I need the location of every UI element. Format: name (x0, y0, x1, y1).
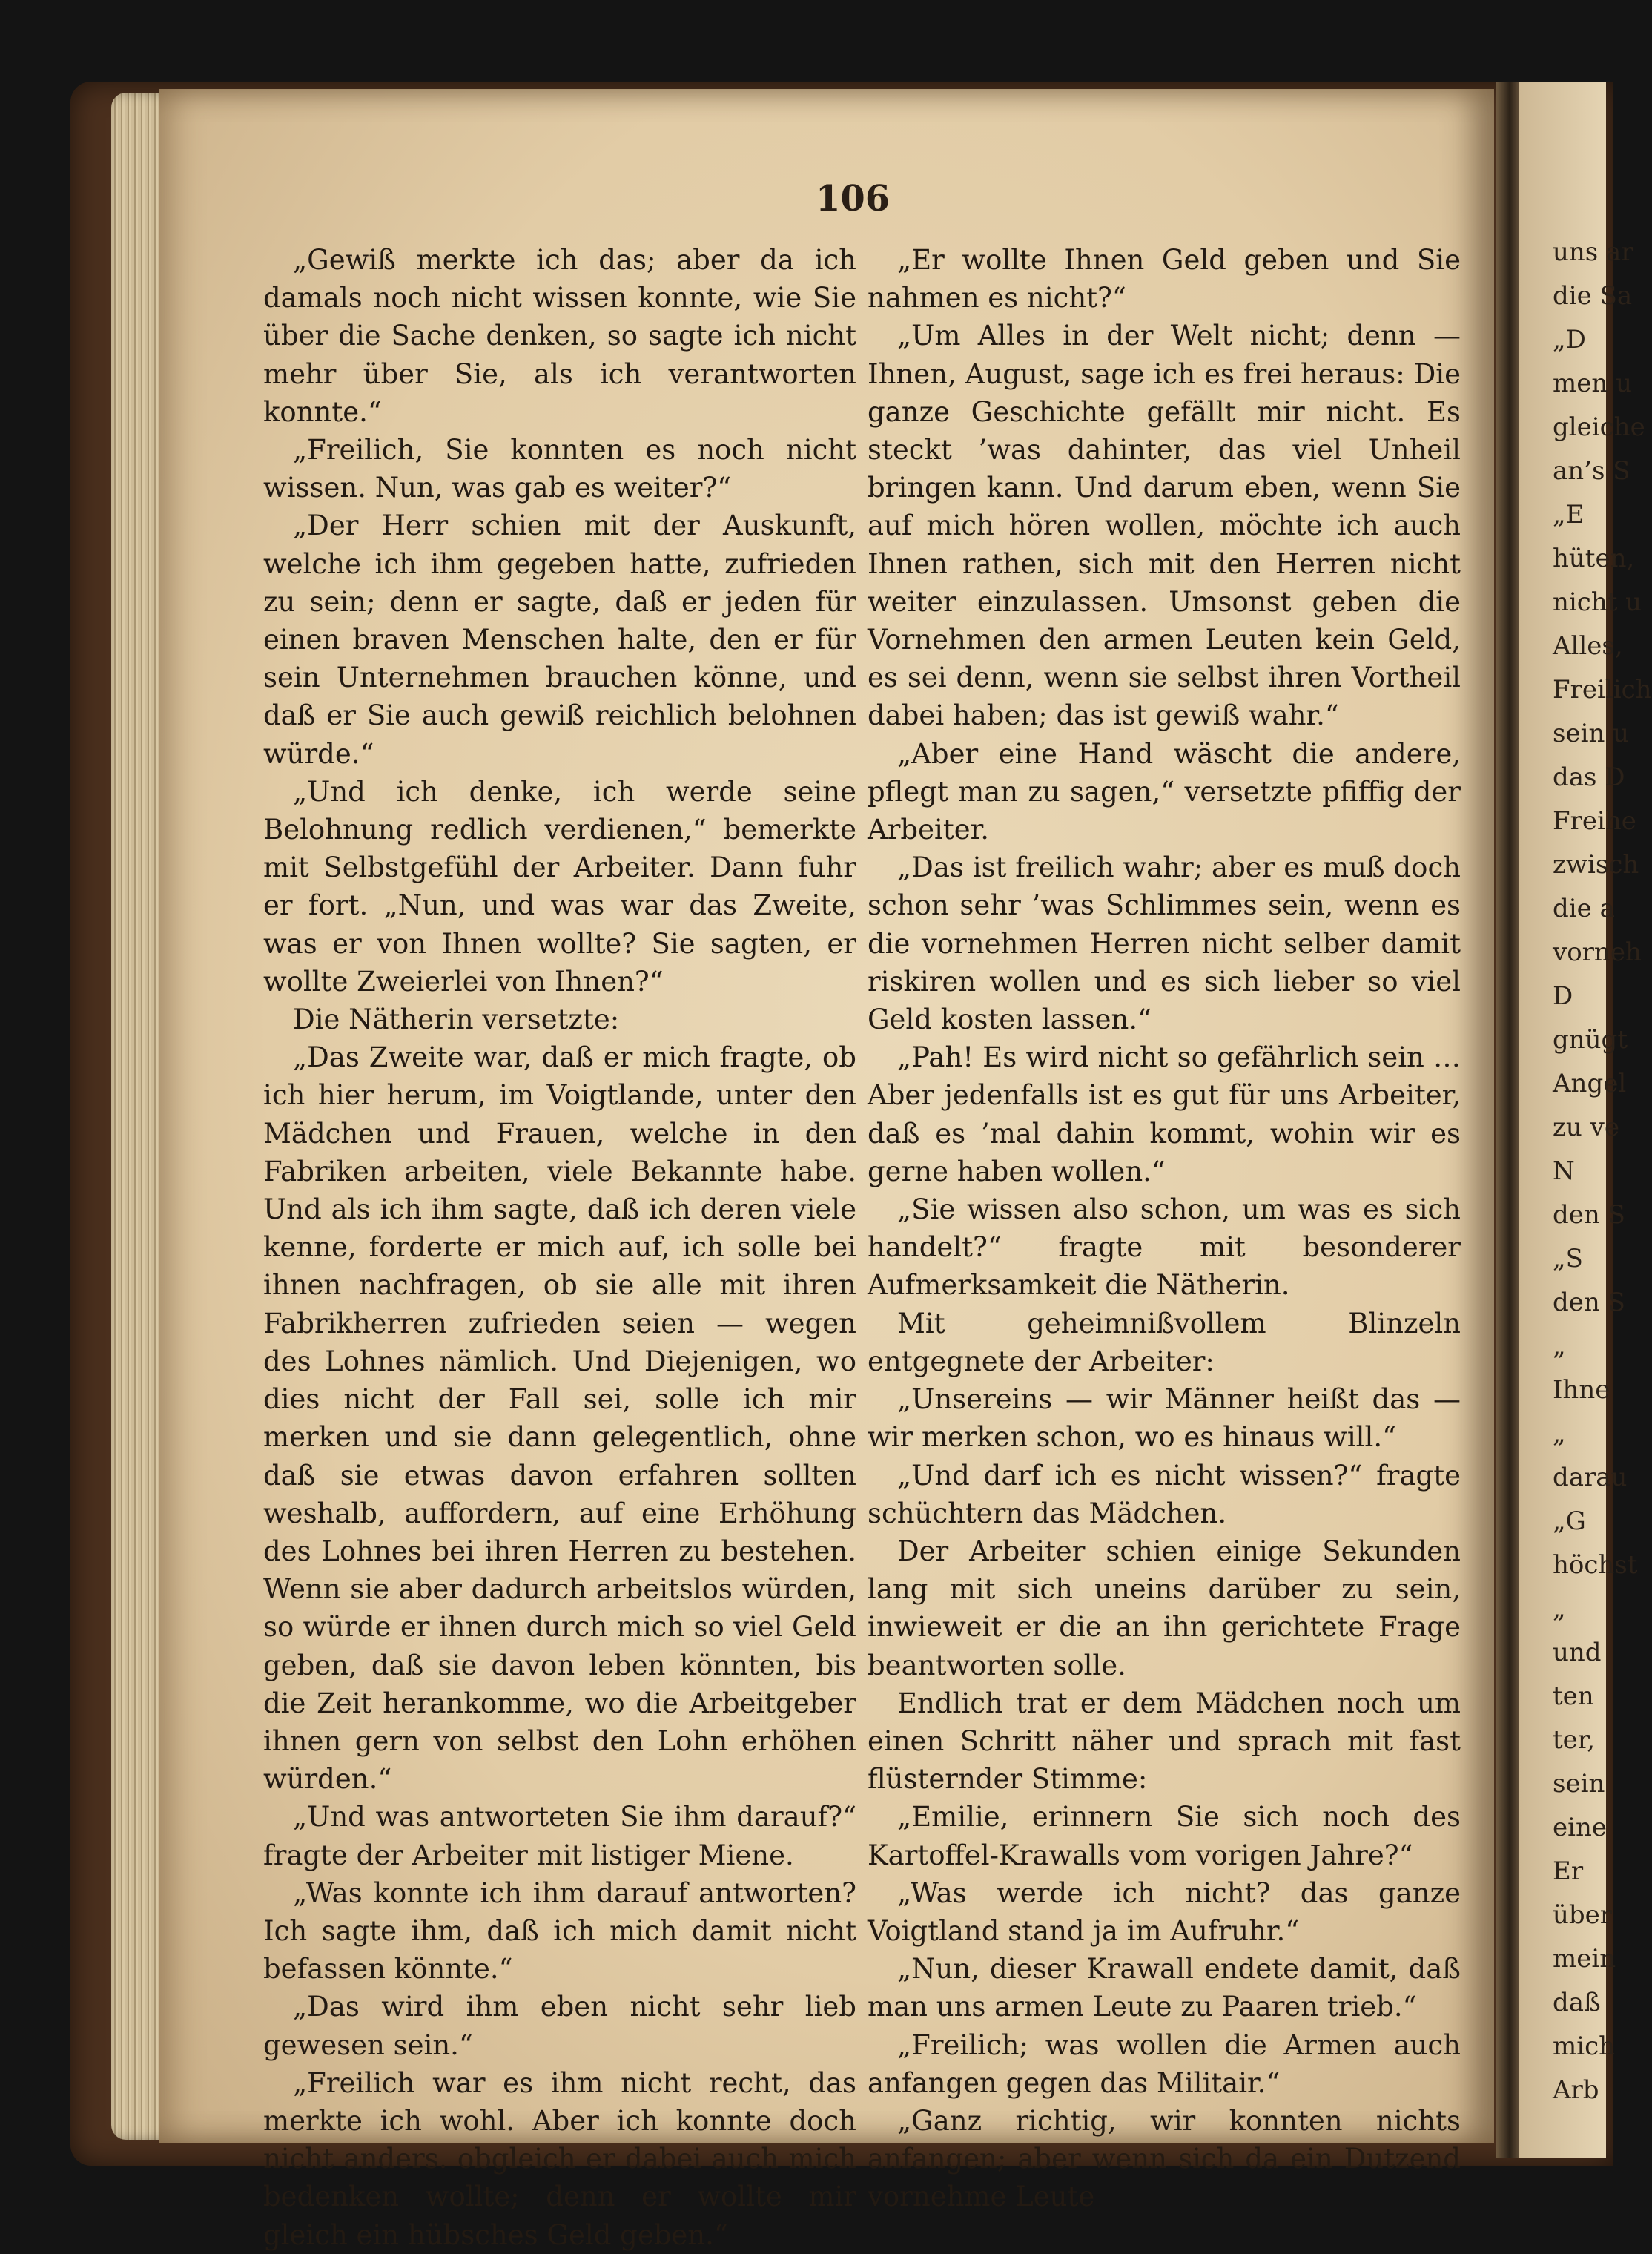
left-column-paragraph: „Und was antworteten Sie ihm darauf?“ fragte der Arbeiter mit listiger Miene. (263, 1801, 856, 1871)
next-page-text-fragment: Angel (1553, 1069, 1627, 1098)
next-page-text-fragment: Alles, (1553, 631, 1623, 661)
next-page-text-fragment: „G (1553, 1506, 1586, 1536)
next-page-text-fragment: über (1553, 1900, 1613, 1930)
next-page-text-fragment: mich (1553, 2031, 1616, 2061)
right-column-paragraph: „Emilie, erinnern Sie sich noch des Kartoffel-Krawalls vom vorigen Jahre?“ (868, 1801, 1461, 1871)
left-column-paragraph: „Das Zweite war, daß er mich fragte, ob ich hier herum, im Voigtlande, unter den Mädchen und Frauen, welche in den Fabriken arbeiten, viele Bekannte habe. Und als ich ihm sagte, daß ich deren viele kenne, forderte er mich auf, ich solle bei ihnen nachfragen, ob sie alle mit ihren Fabrikherren zufrieden seien — wegen des Lohnes nämlich. Und Diejenigen, wo dies nicht der Fall sei, solle ich mir merken und sie dann gelegentlich, ohne daß sie etwas davon erfahren sollten weshalb, auffordern, auf eine Erhöhung des Lohnes bei ihren Herren zu bestehen. Wenn sie aber dadurch arbeitslos würden, so würde er ihnen durch mich so viel Geld geben, daß sie davon leben könnten, bis die Zeit herankomme, wo die Arbeitgeber ihnen gern von selbst den Lohn erhöhen würden.“ (263, 1041, 856, 1796)
right-column-paragraph: „Unsereins — wir Männer heißt das — wir merken schon, wo es hinaus will.“ (868, 1383, 1461, 1454)
right-column-paragraph: Mit geheimnißvollem Blinzeln entgegnete der Arbeiter: (868, 1307, 1461, 1377)
right-column-paragraph: „Freilich; was wollen die Armen auch anfangen gegen das Militair.“ (868, 2029, 1461, 2099)
next-page-text-fragment: zwisch (1553, 850, 1639, 880)
right-text-column (868, 241, 1461, 2216)
next-page-text-fragment: vorneh (1553, 937, 1642, 967)
page-number: 106 (816, 178, 891, 220)
next-page-text-fragment: die Sa (1553, 281, 1633, 311)
right-column-paragraph: „Pah! Es wird nicht so gefährlich sein … Aber jedenfalls ist es gut für uns Arbeiter, daß es ’mal dahin kommt, wohin wir es gerne haben wollen.“ (868, 1041, 1461, 1187)
next-page-text-fragment: N (1553, 1156, 1575, 1186)
next-page-text-fragment: „ (1553, 1419, 1566, 1449)
next-page-text-fragment: D (1553, 981, 1573, 1011)
right-column-paragraph: „Aber eine Hand wäscht die andere, pflegt man zu sagen,“ versetzte pfiffig der Arbeiter. (868, 737, 1461, 846)
next-page-text-fragment: ter, (1553, 1725, 1596, 1755)
next-page-text-fragment: ten (1553, 1681, 1594, 1711)
left-column-paragraph: „Der Herr schien mit der Auskunft, welche ich ihm gegeben hatte, zufrieden zu sein; denn er sagte, daß er jeden für einen braven Menschen halte, den er für sein Unternehmen brauchen könne, und daß er Sie auch gewiß reichlich belohnen würde.“ (263, 510, 856, 770)
right-column-paragraph: Der Arbeiter schien einige Sekunden lang mit sich uneins darüber zu sein, inwieweit er die an ihn gerichtete Frage beantworten solle. (868, 1535, 1461, 1681)
next-page-text-fragment: „ (1553, 1594, 1566, 1624)
next-page-text-fragment: mein (1553, 1944, 1616, 1974)
next-page-text-fragment: eine (1553, 1813, 1608, 1842)
next-page-text-fragment: und (1553, 1638, 1602, 1667)
book-gutter (1496, 82, 1519, 2158)
next-page-text-fragment: sein (1553, 1769, 1605, 1799)
left-text-column (263, 241, 856, 2254)
left-column-paragraph: „Und ich denke, ich werde seine Belohnung redlich verdienen,“ bemerkte mit Selbstgefühl der Arbeiter. Dann fuhr er fort. „Nun, und was war das Zweite, was er von Ihnen wollte? Sie sagten, er wollte Zweierlei von Ihnen?“ (263, 775, 856, 998)
right-column-paragraph: „Ganz richtig, wir konnten nichts anfangen; aber wenn sich da ein Dutzend vornehme Leute (868, 2104, 1461, 2213)
next-page-text-fragment: darau (1553, 1463, 1628, 1492)
left-column-paragraph: „Gewiß merkte ich das; aber da ich damals noch nicht wissen konnte, wie Sie über die Sache denken, so sagte ich nicht mehr über Sie, als ich verantworten konnte.“ (263, 244, 856, 428)
next-page-text-fragment: Ihne (1553, 1375, 1610, 1405)
next-page-text-fragment: den S (1553, 1200, 1625, 1230)
right-column-paragraph: „Er wollte Ihnen Geld geben und Sie nahmen es nicht?“ (868, 244, 1461, 314)
next-page-fragment (1519, 82, 1652, 2158)
next-page-text-fragment: den S (1553, 1288, 1625, 1317)
left-column-paragraph: „Was konnte ich ihm darauf antworten? Ich sagte ihm, daß ich mich damit nicht befassen könnte.“ (263, 1876, 856, 1986)
next-page-text-fragment: uns ar (1553, 237, 1633, 267)
next-page-text-fragment: das D (1553, 762, 1625, 792)
next-page-text-fragment: nicht u (1553, 587, 1642, 617)
left-column-paragraph: „Freilich war es ihm nicht recht, das merkte ich wohl. Aber ich konnte doch nicht anders. obgleich er dabei auch mich bedenken wollte; denn er wollte mir gleich ein hübsches Geld geben.“ (263, 2066, 856, 2251)
next-page-text-fragment: gnügt (1553, 1025, 1628, 1055)
left-column-paragraph: „Das wird ihm eben nicht sehr lieb gewesen sein.“ (263, 1991, 856, 2061)
next-page-text-fragment: Freilich (1553, 675, 1652, 705)
next-page-text-fragment: Freihe (1553, 806, 1636, 836)
next-page-text-fragment: „ (1553, 1331, 1566, 1361)
next-page-text-fragment: hüten, (1553, 544, 1635, 573)
next-page-text-fragment: Er (1553, 1856, 1584, 1886)
next-page-text-fragment: höchst (1553, 1550, 1638, 1580)
right-column-paragraph: „Sie wissen also schon, um was es sich handelt?“ fragte mit besonderer Aufmerksamkeit die Nätherin. (868, 1193, 1461, 1302)
next-page-text-fragment: sein u (1553, 719, 1630, 748)
next-page-text-fragment: „E (1553, 500, 1585, 530)
next-page-text-fragment: daß (1553, 1988, 1601, 2017)
right-column-paragraph: „Nun, dieser Krawall endete damit, daß man uns armen Leute zu Paaren trieb.“ (868, 1953, 1461, 2023)
next-page-text-fragment: „S (1553, 1244, 1583, 1273)
right-column-paragraph: „Was werde ich nicht? das ganze Voigtland stand ja im Aufruhr.“ (868, 1876, 1461, 1947)
next-page-text-fragment: „D (1553, 325, 1586, 355)
next-page-text-fragment: an’s S (1553, 456, 1630, 486)
next-page-text-fragment: gleiche (1553, 412, 1645, 442)
left-column-paragraph: „Freilich, Sie konnten es noch nicht wissen. Nun, was gab es weiter?“ (263, 434, 856, 504)
right-column-paragraph: „Und darf ich es nicht wissen?“ fragte schüchtern das Mädchen. (868, 1459, 1461, 1529)
next-page-text-fragment: zu ve (1553, 1113, 1619, 1142)
left-column-paragraph: Die Nätherin versetzte: (293, 1004, 620, 1036)
next-page-text-fragment: Arb (1553, 2075, 1599, 2105)
right-column-paragraph: „Um Alles in der Welt nicht; denn — Ihnen, August, sage ich es frei heraus: Die ganze Geschichte gefällt mir nicht. Es steckt ’was dahinter, das viel Unheil bringen kann. Und darum eben, wenn Sie auf mich hören wollen, möchte ich auch Ihnen rathen, sich mit den Herren nicht weiter einzulassen. Umsonst geben die Vornehmen den armen Leuten kein Geld, es sei denn, wenn sie selbst ihren Vortheil dabei haben; das ist gewiß wahr.“ (868, 320, 1461, 732)
right-column-paragraph: „Das ist freilich wahr; aber es muß doch schon sehr ’was Schlimmes sein, wenn es die vornehmen Herren nicht selber damit riskiren wollen und es sich lieber so viel Geld kosten lassen.“ (868, 851, 1461, 1036)
next-page-text-fragment: men u (1553, 369, 1632, 398)
right-column-paragraph: Endlich trat er dem Mädchen noch um einen Schritt näher und sprach mit fast flüsternder Stimme: (868, 1687, 1461, 1796)
next-page-text-fragment: die a (1553, 894, 1615, 923)
